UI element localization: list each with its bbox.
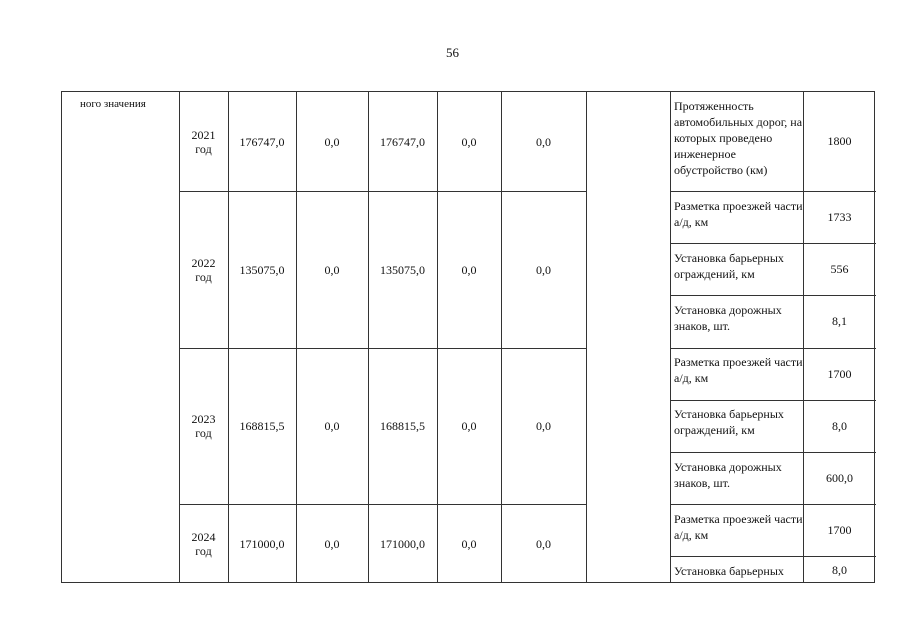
indicator-value: 8,1 xyxy=(832,314,847,328)
indicator-name: Протяженность автомобильных дорог, на которых проведено инженерное обустройство (км) xyxy=(674,99,803,177)
other-cell: 0,0 xyxy=(536,262,551,277)
federal-cell: 0,0 xyxy=(324,262,340,277)
total-cell: 171000,0 xyxy=(239,537,285,551)
indicator-value: 600,0 xyxy=(826,470,853,485)
total-cell: 176747,0 xyxy=(239,134,285,149)
local-cell: 0,0 xyxy=(461,419,477,433)
total-cell: 135075,0 xyxy=(239,262,285,277)
indicator-value: 8,0 xyxy=(832,562,847,577)
indicator-value: 556 xyxy=(830,261,849,276)
col-divider xyxy=(586,92,587,582)
regional-cell: 135075,0 xyxy=(380,262,425,277)
other-cell: 0,0 xyxy=(536,419,551,433)
indicator-value: 8,0 xyxy=(832,418,847,433)
indicator-name: Разметка проезжей части а/д, км xyxy=(674,199,803,229)
indicator-name: Установка дорожных знаков, шт. xyxy=(674,303,782,333)
indicator-name: Установка дорожных знаков, шт. xyxy=(674,460,782,490)
federal-cell: 0,0 xyxy=(324,419,340,433)
indicator-value: 1800 xyxy=(827,134,852,148)
total-cell: 168815,5 xyxy=(239,419,285,433)
regional-cell: 168815,5 xyxy=(380,419,425,433)
regional-cell: 171000,0 xyxy=(380,537,425,551)
indicator-value: 1700 xyxy=(827,366,852,381)
local-cell: 0,0 xyxy=(461,134,477,149)
program-table xyxy=(61,91,875,583)
indicator-value: 1733 xyxy=(827,209,852,224)
year-cell: 2024 год xyxy=(191,530,216,558)
continuation-label: ного значения xyxy=(80,98,146,110)
federal-cell: 0,0 xyxy=(324,134,340,149)
federal-cell: 0,0 xyxy=(324,537,340,551)
page-number: 56 xyxy=(446,45,459,60)
indicator-value: 1700 xyxy=(827,522,852,537)
local-cell: 0,0 xyxy=(461,537,477,551)
indicator-name: Установка барьерных ограждений, км xyxy=(674,251,784,281)
year-cell: 2023 год xyxy=(191,412,216,440)
indicator-name: Установка барьерных xyxy=(674,564,784,578)
other-cell: 0,0 xyxy=(536,537,551,551)
indicator-name: Разметка проезжей части а/д, км xyxy=(674,355,803,385)
local-cell: 0,0 xyxy=(461,262,477,277)
other-cell: 0,0 xyxy=(536,134,551,149)
indicator-name: Установка барьерных ограждений, км xyxy=(674,407,784,437)
indicator-name: Разметка проезжей части а/д, км xyxy=(674,512,803,542)
year-cell: 2022 год xyxy=(191,255,216,284)
year-cell: 2021 год xyxy=(191,127,216,156)
regional-cell: 176747,0 xyxy=(380,134,425,149)
